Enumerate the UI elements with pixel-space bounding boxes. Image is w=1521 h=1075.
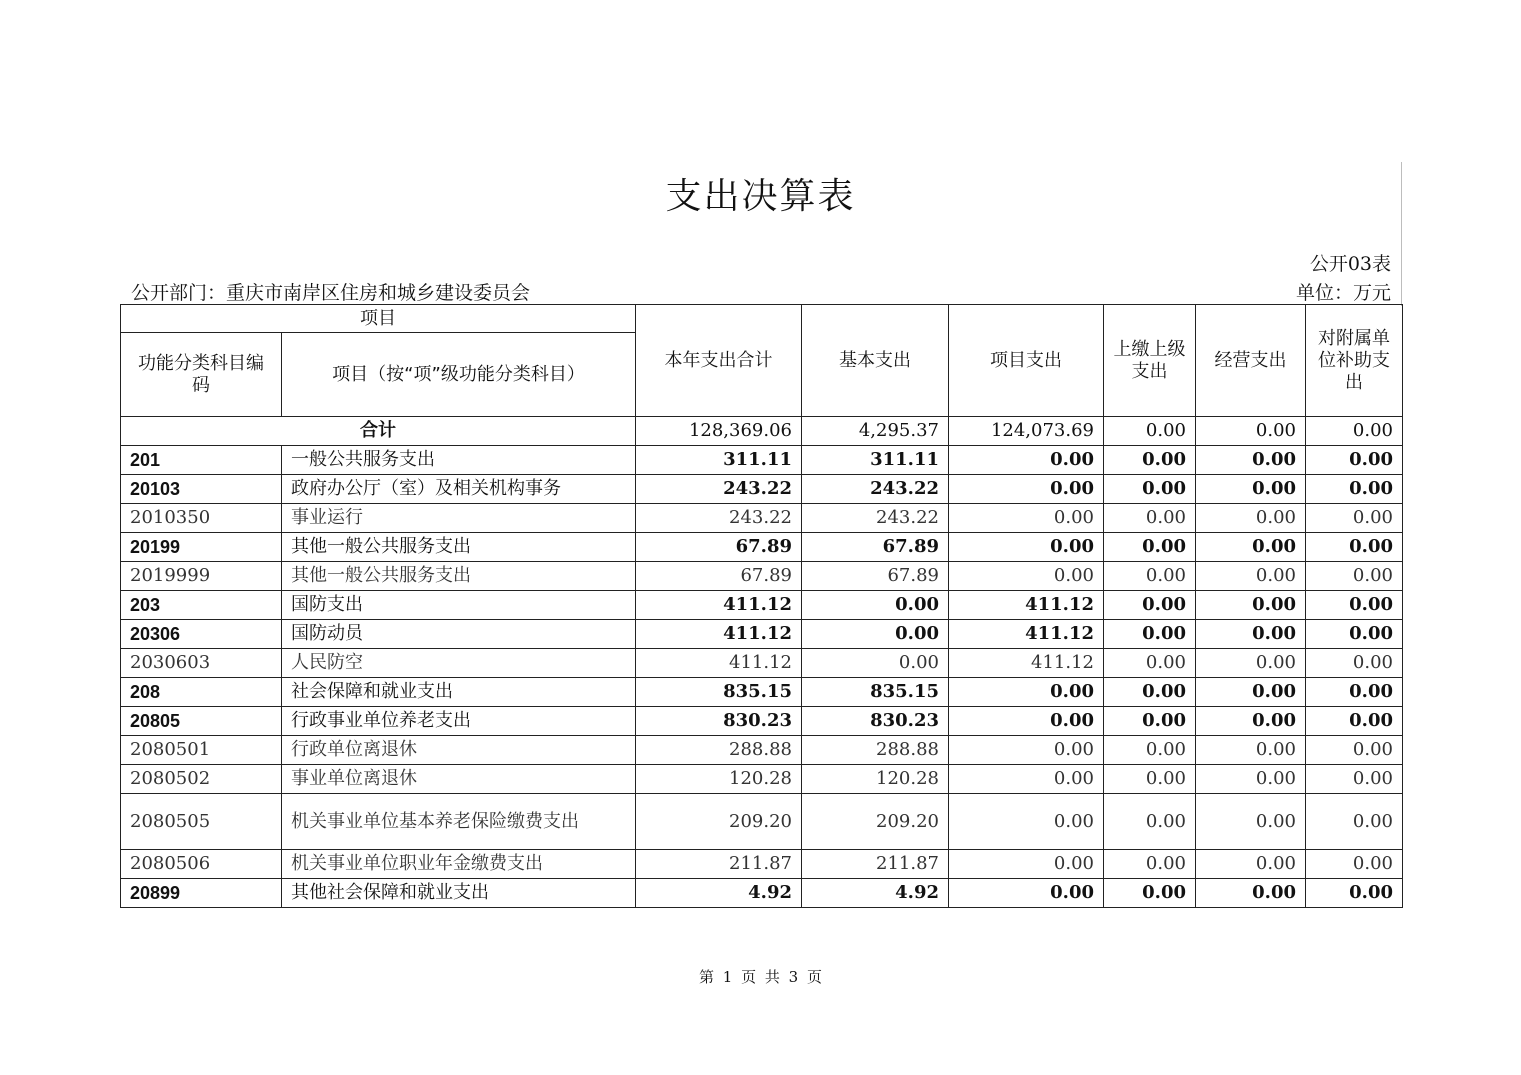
table-row — [121, 678, 1403, 707]
row-value: 0.00 — [1196, 794, 1306, 850]
row-value: 0.00 — [1196, 562, 1306, 591]
row-name: 社会保障和就业支出 — [282, 678, 636, 707]
row-code: 2080506 — [121, 850, 282, 879]
row-value: 0.00 — [949, 736, 1104, 765]
row-value: 0.00 — [1104, 446, 1196, 475]
total-cell: 124,073.69 — [949, 417, 1104, 446]
row-value: 0.00 — [802, 591, 949, 620]
header-name: 项目（按“项”级功能分类科目） — [282, 333, 636, 417]
header-upper: 上缴上级支出 — [1104, 305, 1196, 417]
row-value: 0.00 — [1104, 562, 1196, 591]
row-code: 2030603 — [121, 649, 282, 678]
row-value: 243.22 — [636, 475, 802, 504]
row-value: 0.00 — [1196, 446, 1306, 475]
header-project: 项目支出 — [949, 305, 1104, 417]
table-row — [121, 446, 1403, 475]
table-row — [121, 879, 1403, 908]
row-value: 288.88 — [802, 736, 949, 765]
row-value: 830.23 — [802, 707, 949, 736]
row-code: 201 — [121, 446, 282, 475]
row-value: 835.15 — [636, 678, 802, 707]
row-value: 4.92 — [636, 879, 802, 908]
row-name: 机关事业单位职业年金缴费支出 — [282, 850, 636, 879]
row-value: 0.00 — [1196, 504, 1306, 533]
row-value: 0.00 — [1306, 649, 1403, 678]
row-value: 0.00 — [949, 765, 1104, 794]
table-row — [121, 533, 1403, 562]
row-code: 208 — [121, 678, 282, 707]
row-value: 288.88 — [636, 736, 802, 765]
row-name: 其他一般公共服务支出 — [282, 562, 636, 591]
row-value: 0.00 — [949, 794, 1104, 850]
row-value: 0.00 — [1104, 504, 1196, 533]
row-value: 411.12 — [636, 591, 802, 620]
row-code: 2080501 — [121, 736, 282, 765]
row-value: 411.12 — [636, 620, 802, 649]
row-value: 835.15 — [802, 678, 949, 707]
row-value: 243.22 — [636, 504, 802, 533]
row-value: 0.00 — [1306, 533, 1403, 562]
row-value: 0.00 — [1104, 533, 1196, 562]
row-value: 209.20 — [802, 794, 949, 850]
row-value: 0.00 — [1104, 707, 1196, 736]
total-label: 合计 — [121, 417, 636, 446]
row-value: 0.00 — [949, 533, 1104, 562]
row-value: 0.00 — [1306, 446, 1403, 475]
department-label: 公开部门：重庆市南岸区住房和城乡建设委员会 — [131, 282, 531, 304]
table-row — [121, 591, 1403, 620]
row-name: 机关事业单位基本养老保险缴费支出 — [282, 794, 636, 850]
row-value: 209.20 — [636, 794, 802, 850]
row-value: 243.22 — [802, 475, 949, 504]
row-value: 0.00 — [949, 446, 1104, 475]
row-value: 0.00 — [1104, 649, 1196, 678]
page-footer: 第 1 页 共 3 页 — [699, 968, 822, 986]
row-value: 0.00 — [1196, 620, 1306, 649]
row-value: 0.00 — [1104, 591, 1196, 620]
row-value: 211.87 — [636, 850, 802, 879]
unit-label: 单位：万元 — [1295, 282, 1391, 304]
row-value: 0.00 — [949, 678, 1104, 707]
row-value: 120.28 — [802, 765, 949, 794]
row-value: 0.00 — [1306, 736, 1403, 765]
header-total: 本年支出合计 — [636, 305, 802, 417]
row-value: 0.00 — [1104, 794, 1196, 850]
row-value: 0.00 — [1196, 591, 1306, 620]
row-value: 120.28 — [636, 765, 802, 794]
row-value: 0.00 — [1104, 765, 1196, 794]
row-value: 0.00 — [1196, 736, 1306, 765]
row-value: 0.00 — [1306, 562, 1403, 591]
total-row — [121, 417, 1403, 446]
row-value: 67.89 — [636, 533, 802, 562]
row-name: 一般公共服务支出 — [282, 446, 636, 475]
table-row — [121, 562, 1403, 591]
row-value: 0.00 — [802, 620, 949, 649]
table-row — [121, 765, 1403, 794]
row-value: 0.00 — [1306, 850, 1403, 879]
row-value: 411.12 — [949, 649, 1104, 678]
row-name: 行政单位离退休 — [282, 736, 636, 765]
row-value: 0.00 — [1306, 707, 1403, 736]
row-value: 0.00 — [1196, 765, 1306, 794]
row-value: 0.00 — [1196, 649, 1306, 678]
row-value: 0.00 — [1104, 475, 1196, 504]
row-value: 0.00 — [1104, 620, 1196, 649]
row-code: 203 — [121, 591, 282, 620]
total-cell: 128,369.06 — [636, 417, 802, 446]
row-value: 0.00 — [1306, 879, 1403, 908]
row-value: 243.22 — [802, 504, 949, 533]
row-code: 2019999 — [121, 562, 282, 591]
row-name: 行政事业单位养老支出 — [282, 707, 636, 736]
page-title: 支出决算表 — [665, 176, 856, 217]
row-value: 67.89 — [802, 533, 949, 562]
table-row — [121, 620, 1403, 649]
header-item-group: 项目 — [121, 305, 636, 333]
row-value: 0.00 — [949, 707, 1104, 736]
row-value: 0.00 — [1306, 504, 1403, 533]
table-row — [121, 649, 1403, 678]
table-row — [121, 794, 1403, 850]
table-row — [121, 850, 1403, 879]
row-value: 0.00 — [949, 475, 1104, 504]
row-value: 0.00 — [1104, 678, 1196, 707]
row-code: 20899 — [121, 879, 282, 908]
row-name: 事业运行 — [282, 504, 636, 533]
total-cell: 0.00 — [1196, 417, 1306, 446]
row-value: 830.23 — [636, 707, 802, 736]
header-code: 功能分类科目编码 — [121, 333, 282, 417]
row-value: 0.00 — [1104, 850, 1196, 879]
row-value: 67.89 — [802, 562, 949, 591]
row-value: 4.92 — [802, 879, 949, 908]
row-value: 0.00 — [1306, 794, 1403, 850]
row-name: 其他一般公共服务支出 — [282, 533, 636, 562]
row-code: 20199 — [121, 533, 282, 562]
row-value: 67.89 — [636, 562, 802, 591]
row-value: 0.00 — [802, 649, 949, 678]
table-row — [121, 504, 1403, 533]
row-value: 0.00 — [1104, 736, 1196, 765]
total-cell: 0.00 — [1306, 417, 1403, 446]
row-value: 311.11 — [636, 446, 802, 475]
row-name: 国防支出 — [282, 591, 636, 620]
header-basic: 基本支出 — [802, 305, 949, 417]
expenditure-table — [120, 304, 1403, 908]
row-value: 0.00 — [1196, 475, 1306, 504]
table-row — [121, 707, 1403, 736]
row-value: 0.00 — [1306, 475, 1403, 504]
row-value: 0.00 — [1306, 591, 1403, 620]
row-value: 211.87 — [802, 850, 949, 879]
row-code: 20306 — [121, 620, 282, 649]
row-name: 政府办公厅（室）及相关机构事务 — [282, 475, 636, 504]
row-value: 411.12 — [949, 620, 1104, 649]
row-name: 其他社会保障和就业支出 — [282, 879, 636, 908]
row-code: 20805 — [121, 707, 282, 736]
row-code: 2080502 — [121, 765, 282, 794]
header-business: 经营支出 — [1196, 305, 1306, 417]
table-row — [121, 475, 1403, 504]
row-value: 411.12 — [949, 591, 1104, 620]
row-name: 事业单位离退休 — [282, 765, 636, 794]
table-row — [121, 736, 1403, 765]
header-subsidy: 对附属单位补助支出 — [1306, 305, 1403, 417]
total-cell: 0.00 — [1104, 417, 1196, 446]
row-value: 311.11 — [802, 446, 949, 475]
row-value: 0.00 — [1196, 850, 1306, 879]
form-number: 公开03表 — [1309, 253, 1391, 275]
row-value: 0.00 — [1306, 765, 1403, 794]
row-value: 411.12 — [636, 649, 802, 678]
row-value: 0.00 — [949, 850, 1104, 879]
row-code: 20103 — [121, 475, 282, 504]
row-value: 0.00 — [1196, 879, 1306, 908]
row-value: 0.00 — [1104, 879, 1196, 908]
row-value: 0.00 — [1306, 620, 1403, 649]
row-value: 0.00 — [949, 879, 1104, 908]
row-value: 0.00 — [949, 504, 1104, 533]
row-value: 0.00 — [1196, 533, 1306, 562]
row-value: 0.00 — [1196, 707, 1306, 736]
row-code: 2080505 — [121, 794, 282, 850]
row-value: 0.00 — [949, 562, 1104, 591]
row-code: 2010350 — [121, 504, 282, 533]
total-cell: 4,295.37 — [802, 417, 949, 446]
row-value: 0.00 — [1306, 678, 1403, 707]
row-name: 国防动员 — [282, 620, 636, 649]
row-value: 0.00 — [1196, 678, 1306, 707]
row-name: 人民防空 — [282, 649, 636, 678]
